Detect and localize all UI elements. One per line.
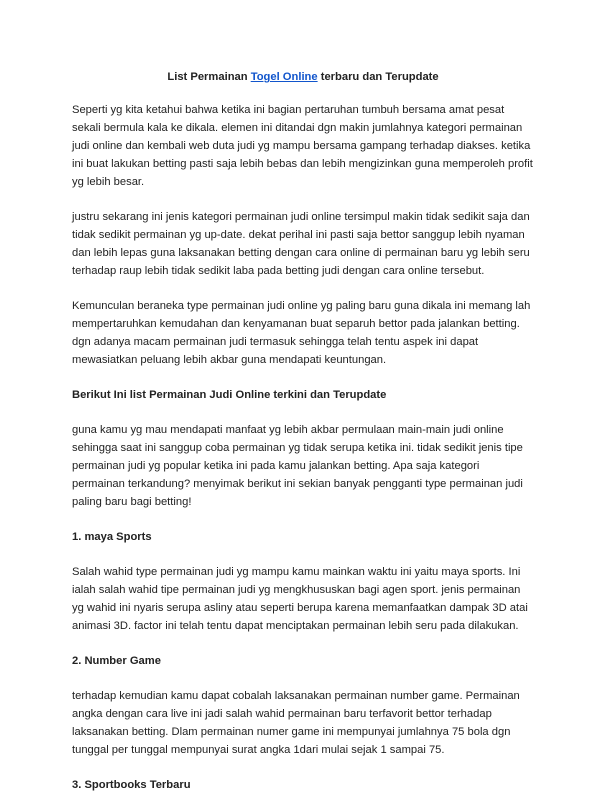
section-heading-maya-sports: 1. maya Sports [72, 531, 152, 543]
intro-paragraph-1: Seperti yg kita ketahui bahwa ketika ini bagian pertaruhan tumbuh bersama amat pesat sekali bermula kala ke dikala. elemen ini ditandai dgn makin jumlahnya kategori permainan judi online dan kembali web duta judi yg mampu bersama gampang terhadap diakses. ketika ini buat lakukan betting pasti saja lebih bebas dan lebih mengizinkan guna memperoleh profit yg lebih besar. [72, 104, 533, 188]
title-suffix: terbaru dan Terupdate [317, 71, 439, 83]
section-heading-sportbooks: 3. Sportbooks Terbaru [72, 779, 191, 791]
list-heading: Berikut Ini list Permainan Judi Online terkini dan Terupdate [72, 389, 387, 401]
page-title [72, 68, 534, 86]
section-heading-number-game: 2. Number Game [72, 655, 161, 667]
intro-paragraph-3: Kemunculan beraneka type permainan judi online yg paling baru guna dikala ini memang lah mempertaruhkan kemudahan dan kenyamanan buat separuh bettor pada jalankan betting. dgn adanya macam permainan judi termasuk sehingga telah tentu aspek ini dapat mewasiatkan peluang lebih akbar guna mendapati keuntungan. [72, 300, 531, 366]
title-prefix: List Permainan [167, 71, 251, 83]
section-body-number-game: terhadap kemudian kamu dapat cobalah laksanakan permainan number game. Permainan angka dengan cara live ini jadi salah wahid permainan baru terfavorit bettor terhadap laksanakan betting. Dlam permainan numer game ini mempunyai jumlahnya 75 bola dgn tunggal per tunggal mempunyai surat angka 1dari mulai sejak 1 sampai 75. [72, 690, 520, 756]
intro-paragraph-2: justru sekarang ini jenis kategori permainan judi online tersimpul makin tidak sedikit saja dan tidak sedikit permainan yg up-date. dekat perihal ini pasti saja bettor sanggup lebih nyaman dan lebih lepas guna laksanakan betting dengan cara online di permainan baru yg lebih seru terhadap raup lebih tidak sedikit laba pada betting judi dengan cara online tersebut. [72, 211, 530, 277]
list-intro-paragraph: guna kamu yg mau mendapati manfaat yg lebih akbar permulaan main-main judi online sehingga saat ini sanggup coba permainan yg tidak serupa ketika ini. tidak sedikit jenis tipe permainan judi yg popular ketika ini pada kamu jalankan betting. Apa saja kategori permainan terkandung? menyimak berikut ini sekian banyak pengganti type permainan judi paling baru bagi betting! [72, 424, 523, 508]
document-content [72, 68, 534, 811]
togel-online-link[interactable]: Togel Online [250, 71, 318, 83]
section-body-maya-sports: Salah wahid type permainan judi yg mampu kamu mainkan waktu ini yaitu maya sports. Ini ialah salah wahid tipe permainan judi yg mengkhususkan bagi agen sport. jenis permainan yg wahid ini nyaris serupa asliny atau seperti berupa karena memanfaatkan dampak 3D atai animasi 3D. factor ini telah tentu dapat menciptakan permainan lebih seru pada dilakukan. [72, 566, 528, 632]
